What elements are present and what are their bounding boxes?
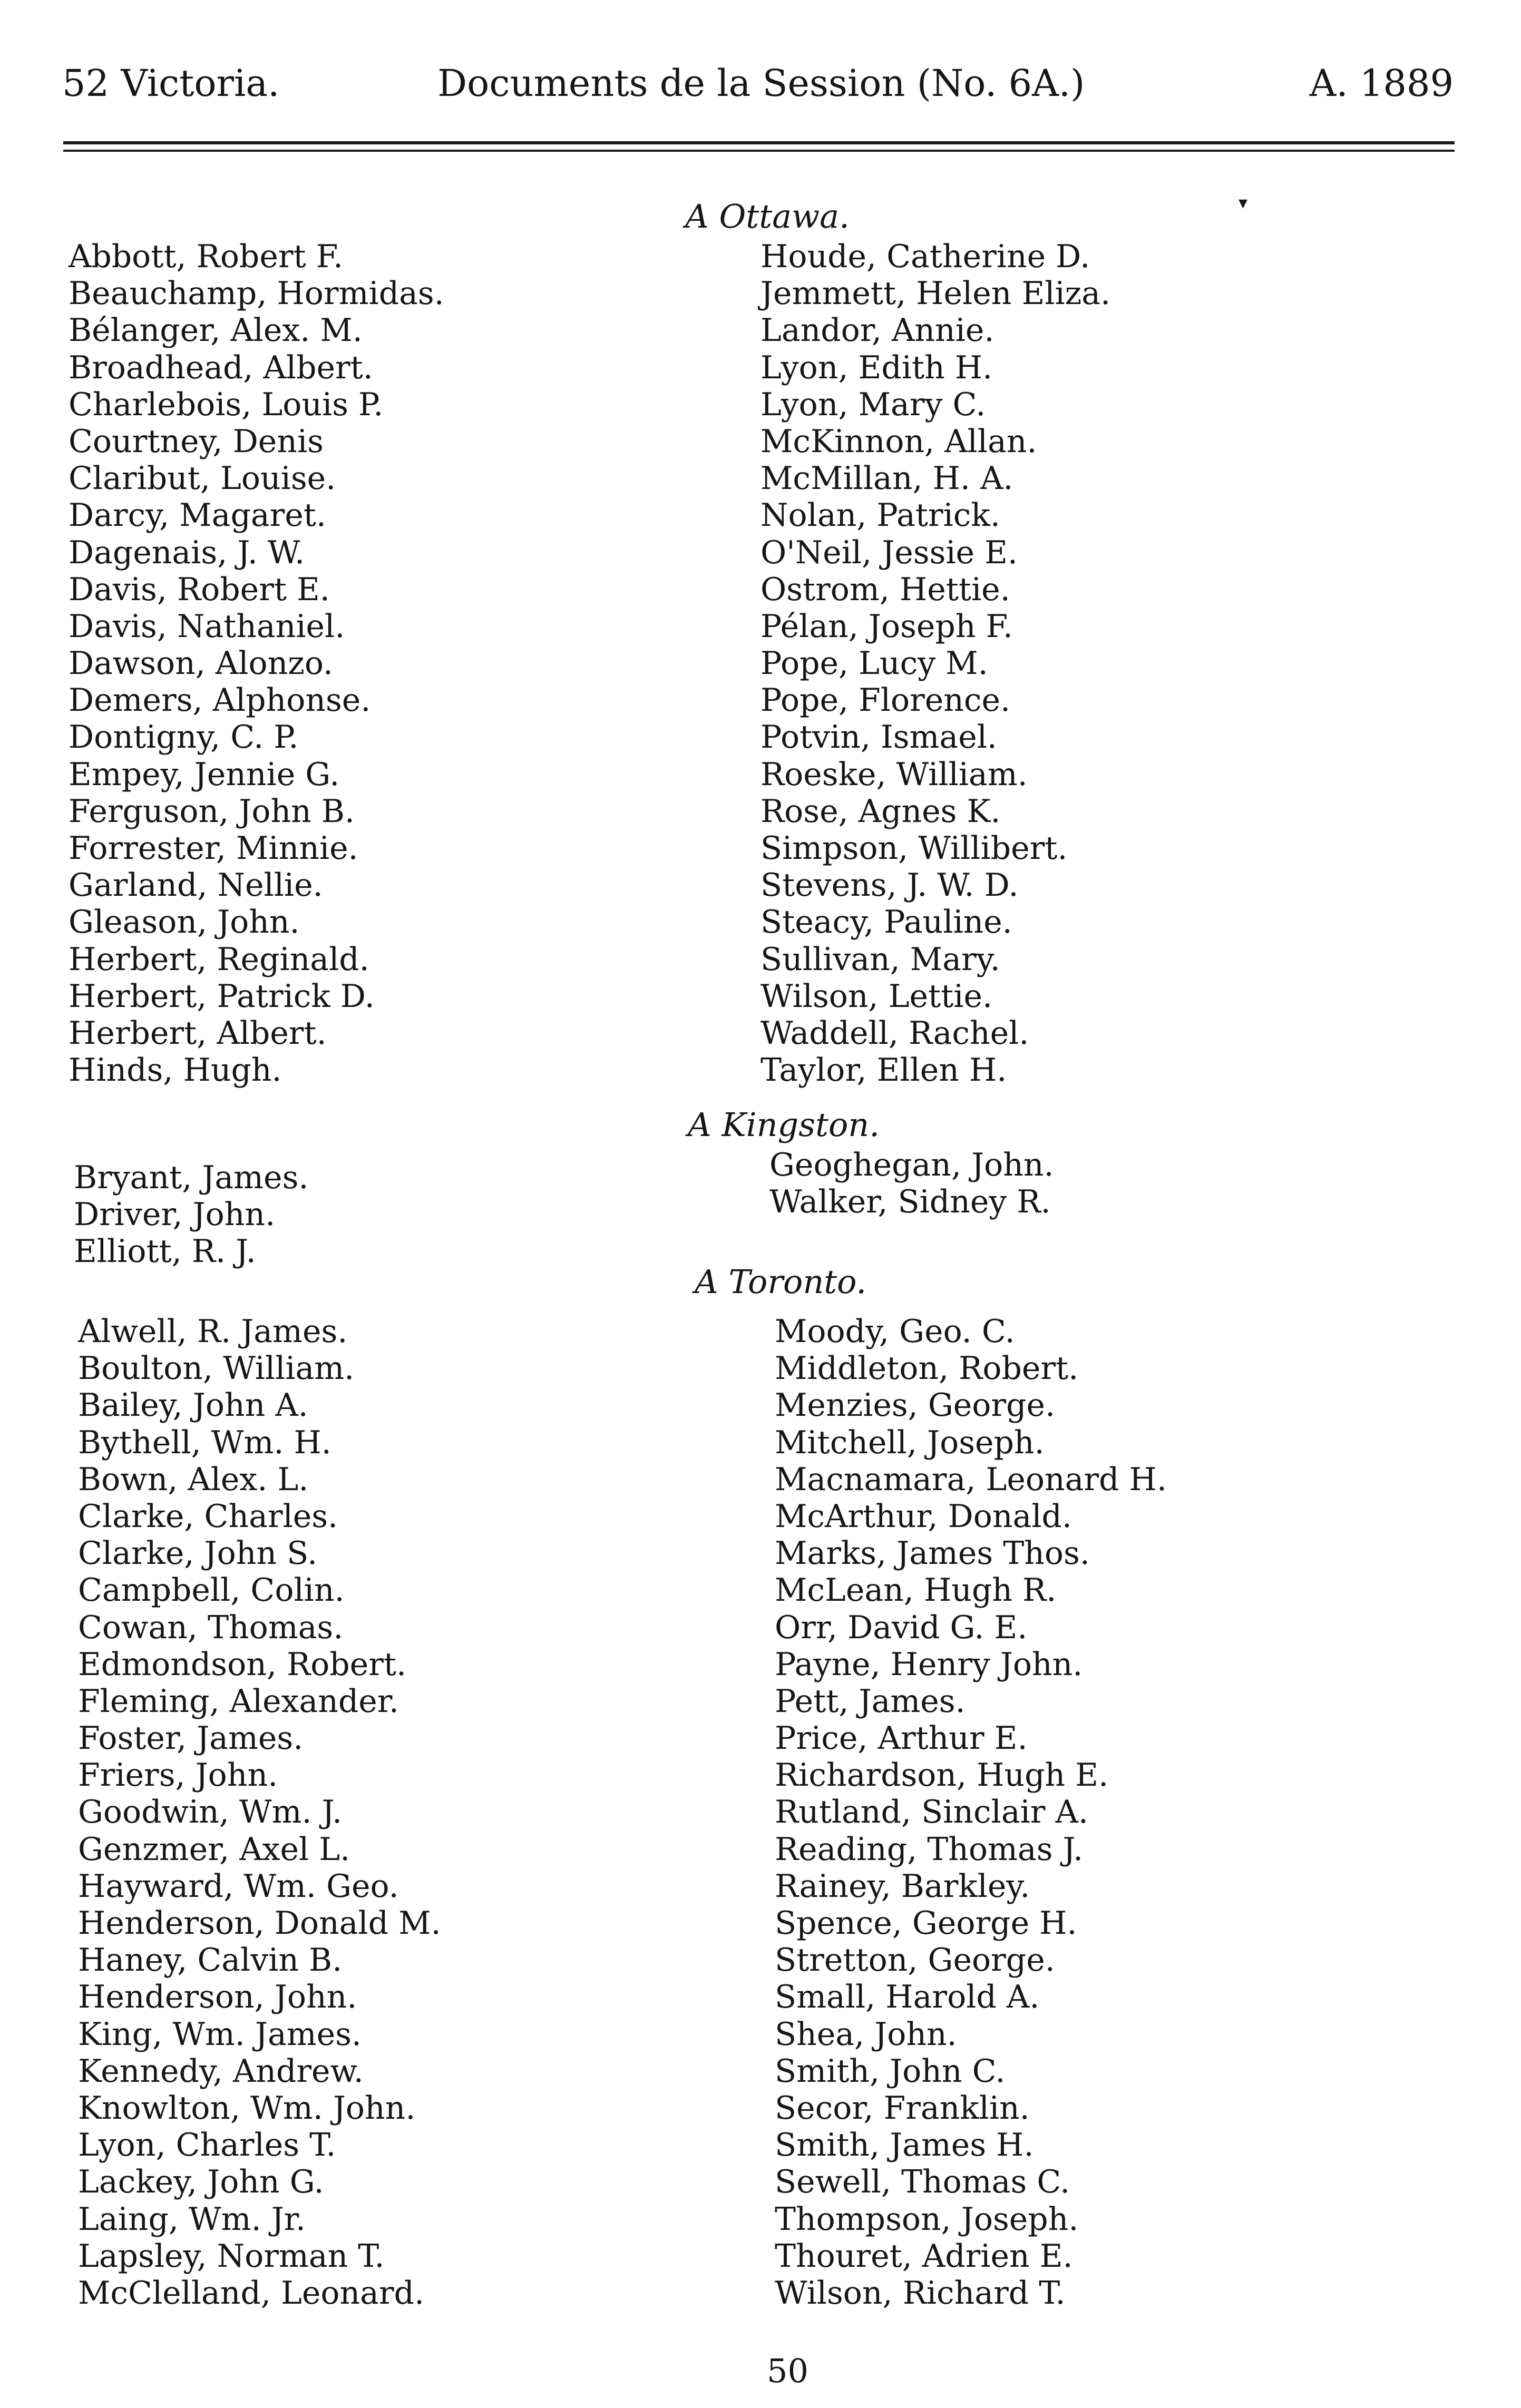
name-entry: King, Wm. James. [78, 2015, 362, 2053]
toronto-name-list [775, 1313, 1167, 2312]
name-entry: McMillan, H. A. [760, 460, 1013, 497]
name-entry: Thompson, Joseph. [775, 2200, 1079, 2238]
header-rule-thin [63, 150, 1455, 152]
name-entry: Goodwin, Wm. J. [78, 1794, 343, 1831]
name-entry: Fleming, Alexander. [78, 1682, 399, 1720]
name-entry: Demers, Alphonse. [69, 682, 371, 719]
name-entry: Knowlton, Wm. John. [78, 2089, 416, 2127]
name-entry: McLean, Hugh R. [775, 1572, 1057, 1609]
name-entry: Genzmer, Axel L. [78, 1831, 350, 1868]
name-entry: McKinnon, Allan. [760, 423, 1037, 460]
name-entry: Jemmett, Helen Eliza. [760, 275, 1111, 312]
name-entry: Alwell, R. James. [78, 1313, 348, 1350]
name-entry: Pett, James. [775, 1682, 966, 1720]
name-entry: Hayward, Wm. Geo. [78, 1867, 399, 1905]
name-entry: Claribut, Louise. [69, 460, 336, 497]
name-entry: Davis, Robert E. [69, 571, 330, 608]
name-entry: Mitchell, Joseph. [775, 1424, 1045, 1461]
name-entry: Henderson, John. [78, 1979, 357, 2016]
name-entry: Houde, Catherine D. [760, 238, 1090, 275]
name-entry: Edmondson, Robert. [78, 1646, 407, 1683]
name-entry: Bailey, John A. [78, 1387, 308, 1424]
name-entry: Roeske, William. [760, 756, 1028, 793]
name-entry: Reading, Thomas J. [775, 1831, 1084, 1868]
name-entry: McArthur, Donald. [775, 1497, 1072, 1535]
name-entry: Geoghegan, John. [769, 1147, 1054, 1183]
name-entry: Waddell, Rachel. [760, 1014, 1029, 1052]
name-entry: Darcy, Magaret. [69, 497, 326, 534]
name-entry: Rose, Agnes K. [760, 792, 1001, 830]
name-entry: Rutland, Sinclair A. [775, 1794, 1088, 1831]
name-entry: Lapsley, Norman T. [78, 2237, 385, 2275]
name-entry: Shea, John. [775, 2015, 957, 2053]
name-entry: Ferguson, John B. [69, 792, 355, 830]
name-entry: Secor, Franklin. [775, 2089, 1030, 2127]
name-entry: Simpson, Willibert. [760, 830, 1068, 867]
left-name-list-2 [74, 1159, 308, 1270]
name-entry: Empey, Jennie G. [69, 756, 340, 793]
name-entry: Davis, Nathaniel. [69, 608, 345, 645]
name-entry: Wilson, Lettie. [760, 977, 993, 1015]
name-entry: Orr, David G. E. [775, 1609, 1028, 1646]
name-entry: Lackey, John G. [78, 2164, 324, 2201]
header-document-title: Documents de la Session (No. 6A.) [437, 62, 1085, 105]
heading-ottawa: A Ottawa. [685, 197, 850, 236]
name-entry: Thouret, Adrien E. [775, 2237, 1073, 2275]
name-entry: Laing, Wm. Jr. [78, 2200, 306, 2238]
heading-toronto: A Toronto. [695, 1262, 867, 1301]
name-entry: Menzies, George. [775, 1387, 1056, 1424]
name-entry: Stretton, George. [775, 1942, 1055, 1979]
name-entry: Driver, John. [74, 1196, 276, 1234]
header-year: A. 1889 [1309, 62, 1454, 105]
name-entry: Richardson, Hugh E. [775, 1757, 1109, 1794]
name-entry: Sullivan, Mary. [760, 941, 1000, 978]
name-entry: Elliott, R. J. [74, 1233, 256, 1270]
name-entry: Clarke, John S. [78, 1535, 318, 1572]
name-entry: Bélanger, Alex. M. [69, 312, 363, 349]
name-entry: Herbert, Reginald. [69, 941, 369, 978]
name-entry: Pope, Florence. [760, 682, 1011, 719]
name-entry: Pope, Lucy M. [760, 645, 988, 682]
page-number: 50 [767, 2352, 808, 2390]
name-entry: Pélan, Joseph F. [760, 608, 1013, 645]
name-entry: O'Neil, Jessie E. [760, 534, 1018, 571]
name-entry: Dawson, Alonzo. [69, 645, 333, 682]
left-name-list-1 [69, 238, 444, 1089]
name-entry: Price, Arthur E. [775, 1720, 1028, 1757]
left-name-list-3 [78, 1313, 441, 2312]
name-entry: Moody, Geo. C. [775, 1313, 1015, 1350]
name-entry: Cowan, Thomas. [78, 1609, 344, 1646]
name-entry: Campbell, Colin. [78, 1572, 345, 1609]
name-entry: Sewell, Thomas C. [775, 2164, 1070, 2201]
name-entry: Bythell, Wm. H. [78, 1424, 331, 1461]
name-entry: Marks, James Thos. [775, 1535, 1090, 1572]
name-entry: Macnamara, Leonard H. [775, 1461, 1167, 1498]
name-entry: McClelland, Leonard. [78, 2274, 425, 2312]
name-entry: Hinds, Hugh. [69, 1052, 282, 1089]
print-speck: ▾ [1239, 192, 1248, 213]
name-entry: Lyon, Charles T. [78, 2127, 336, 2164]
name-entry: Dontigny, C. P. [69, 719, 299, 756]
name-entry: Nolan, Patrick. [760, 497, 1000, 534]
name-entry: Steacy, Pauline. [760, 904, 1012, 941]
name-entry: Henderson, Donald M. [78, 1905, 441, 1942]
name-entry: Rainey, Barkley. [775, 1867, 1030, 1905]
name-entry: Herbert, Patrick D. [69, 977, 375, 1015]
kingston-name-list [769, 1147, 1054, 1220]
name-entry: Dagenais, J. W. [69, 534, 305, 571]
name-entry: Stevens, J. W. D. [760, 867, 1019, 904]
name-entry: Haney, Calvin B. [78, 1942, 343, 1979]
page-header [62, 57, 1454, 110]
name-entry: Spence, George H. [775, 1905, 1077, 1942]
name-entry: Lyon, Edith H. [760, 349, 993, 386]
name-entry: Courtney, Denis [69, 423, 324, 460]
header-rule-thick [63, 141, 1455, 144]
name-entry: Taylor, Ellen H. [760, 1052, 1007, 1089]
name-entry: Forrester, Minnie. [69, 830, 358, 867]
name-entry: Garland, Nellie. [69, 867, 323, 904]
name-entry: Wilson, Richard T. [775, 2274, 1066, 2312]
name-entry: Clarke, Charles. [78, 1497, 338, 1535]
name-entry: Smith, James H. [775, 2127, 1034, 2164]
name-entry: Bryant, James. [74, 1159, 309, 1196]
name-entry: Charlebois, Louis P. [69, 386, 384, 423]
name-entry: Bown, Alex. L. [78, 1461, 309, 1498]
ottawa-name-list [760, 238, 1110, 1089]
name-entry: Gleason, John. [69, 904, 300, 941]
name-entry: Abbott, Robert F. [69, 238, 344, 275]
name-entry: Payne, Henry John. [775, 1646, 1083, 1683]
header-session-year: 52 Victoria. [62, 62, 280, 105]
name-entry: Beauchamp, Hormidas. [69, 275, 444, 312]
name-entry: Ostrom, Hettie. [760, 571, 1010, 608]
name-entry: Kennedy, Andrew. [78, 2052, 364, 2090]
heading-kingston: A Kingston. [688, 1105, 880, 1144]
name-entry: Herbert, Albert. [69, 1014, 327, 1052]
name-entry: Potvin, Ismael. [760, 719, 997, 756]
name-entry: Friers, John. [78, 1757, 278, 1794]
name-entry: Lyon, Mary C. [760, 386, 986, 423]
name-entry: Foster, James. [78, 1720, 304, 1757]
name-entry: Middleton, Robert. [775, 1350, 1079, 1387]
name-entry: Smith, John C. [775, 2052, 1006, 2090]
name-entry: Walker, Sidney R. [769, 1183, 1051, 1221]
name-entry: Boulton, William. [78, 1350, 355, 1387]
name-entry: Landor, Annie. [760, 312, 994, 349]
name-entry: Broadhead, Albert. [69, 349, 373, 386]
name-entry: Small, Harold A. [775, 1979, 1040, 2016]
